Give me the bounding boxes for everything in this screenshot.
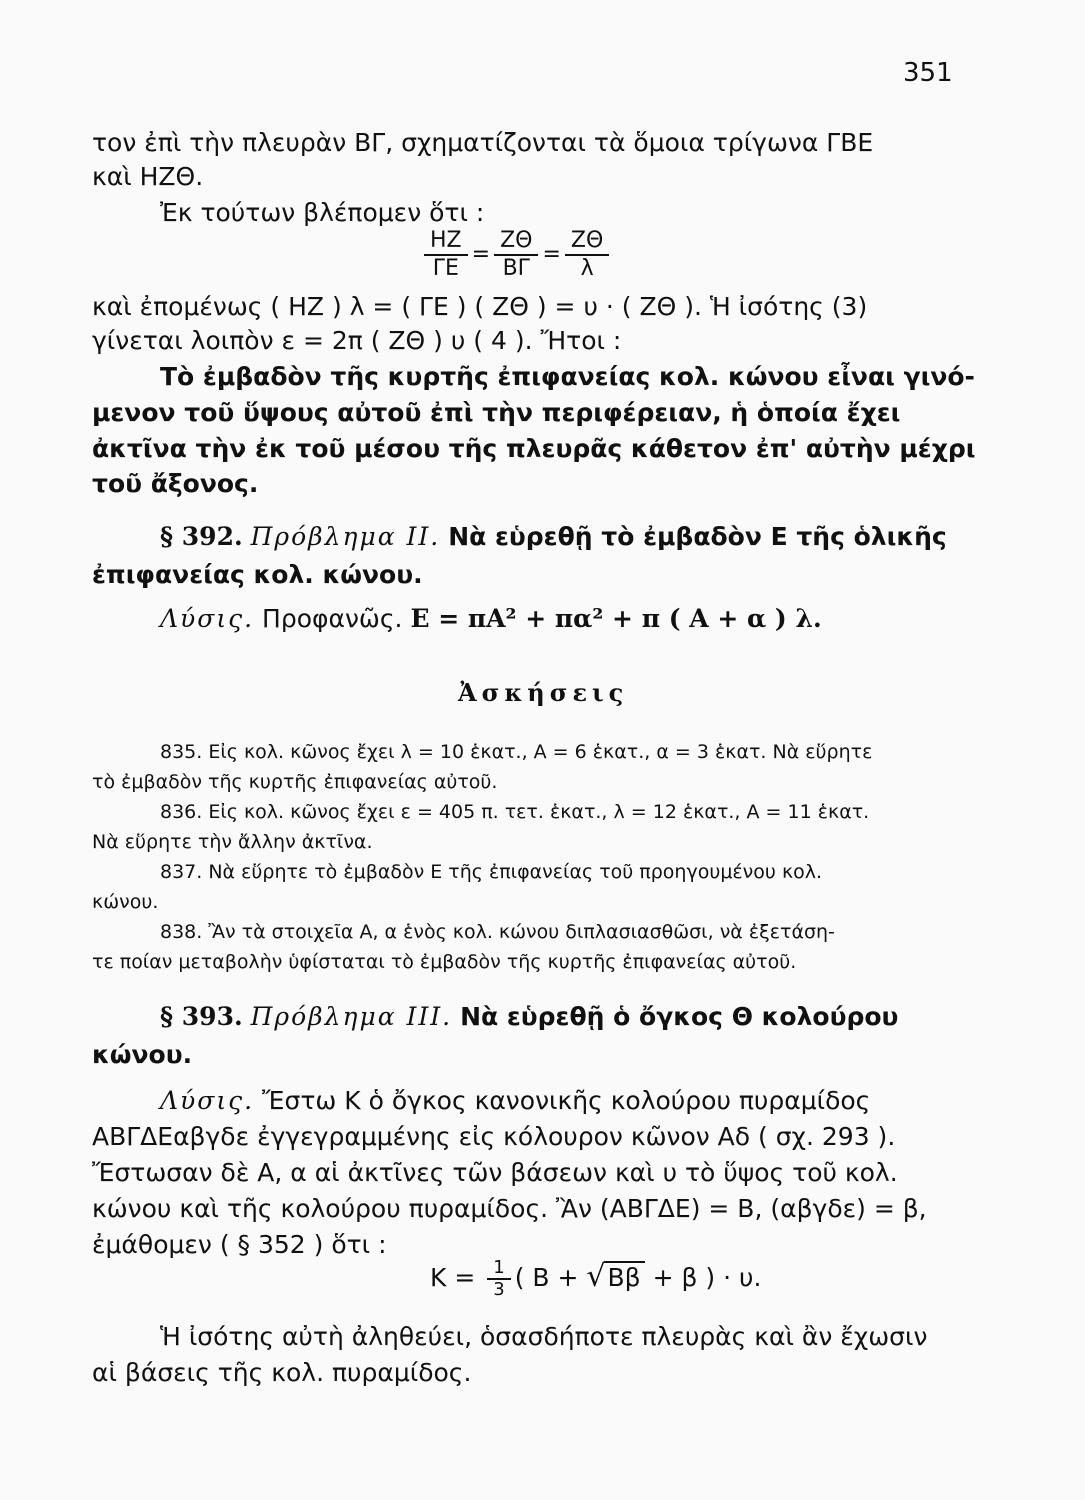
fraction: $\frac{Z\Theta}{B\Gamma}$ (494, 228, 538, 282)
text-line: κώνου καὶ τῆς κολούρου πυραμίδος. Ἂν (ΑΒΓΔΕ) = Β, (αβγδε) = β, (92, 1194, 927, 1223)
section-392-line: ἐπιφανείας κολ. κώνου. (92, 560, 423, 589)
section-392-solution: Λύσις. Προφανῶς. Ε = πΑ² + πα² + π ( Α + α ) λ. (160, 604, 822, 633)
text-line: τον ἐπὶ τὴν πλευρὰν ΒΓ, σχηματίζονται τὰ ὅμοια τρίγωνα ΓΒΕ (92, 128, 874, 157)
exercise-835-cont: τὸ ἐμβαδὸν τῆς κυρτῆς ἐπιφανείας αὐτοῦ. (92, 771, 498, 793)
exercise-837-cont: κώνου. (92, 891, 159, 913)
text-line: Ἔστωσαν δὲ Α, α αἱ ἀκτῖνες τῶν βάσεων καὶ υ τὸ ὕψος τοῦ κολ. (92, 1158, 898, 1187)
theorem-line: μενον τοῦ ὕψους αὐτοῦ ἐπὶ τὴν περιφέρειαν, ἡ ὁποία ἔχει (92, 398, 901, 427)
section-393-line: κώνου. (92, 1040, 193, 1069)
exercise-837: 837. Νὰ εὕρητε τὸ ἐμβαδὸν Ε τῆς ἐπιφανείας τοῦ προηγουμένου κολ. (160, 861, 823, 883)
sqrt-symbol: √ (586, 1259, 606, 1294)
text-line: αἱ βάσεις τῆς κολ. πυραμίδος. (92, 1358, 472, 1387)
ratio-equation: $\frac{HZ}{\Gamma E}$ = $\frac{Z\Theta}{B\Gamma}$ = $\frac{Z\Theta}{\lambda}$ (420, 228, 613, 282)
section-392-heading: § 392. Πρόβλημα ΙΙ. Νὰ εὑρεθῇ τὸ ἐμβαδὸν Ε τῆς ὁλικῆς (160, 522, 947, 551)
exercise-836: 836. Εἰς κολ. κῶνος ἔχει ε = 405 π. τετ. ἑκατ., λ = 12 ἑκατ., Α = 11 ἑκατ. (160, 801, 870, 823)
page-number: 351 (903, 58, 953, 88)
theorem-line: ἀκτῖνα τὴν ἐκ τοῦ μέσου τῆς πλευρᾶς κάθετον ἐπ' αὐτὴν μέχρι (92, 434, 976, 463)
fraction: $\frac{Z\Theta}{\lambda}$ (565, 228, 609, 282)
fraction: $\frac{HZ}{\Gamma E}$ (424, 228, 468, 282)
exercise-836-cont: Νὰ εὕρητε τὴν ἄλλην ἀκτῖνα. (92, 831, 373, 853)
fraction: $\frac{1}{3}$ (487, 1258, 510, 1300)
theorem-line: τοῦ ἄξονος. (92, 469, 259, 498)
exercise-835: 835. Εἰς κολ. κῶνος ἔχει λ = 10 ἑκατ., Α = 6 ἑκατ., α = 3 ἑκατ. Νὰ εὕρητε (160, 741, 873, 763)
text-line: ἐμάθομεν ( § 352 ) ὅτι : (92, 1230, 387, 1259)
theorem-line: Τὸ ἐμβαδὸν τῆς κυρτῆς ἐπιφανείας κολ. κώνου εἶναι γινό- (160, 362, 975, 391)
section-393-solution: Λύσις. Ἔστω Κ ὁ ὄγκος κανονικῆς κολούρου πυραμίδος (160, 1086, 871, 1115)
text-line: ΑΒΓΔΕαβγδε ἐγγεγραμμένης εἰς κόλουρον κῶνον Αδ ( σχ. 293 ). (92, 1122, 896, 1151)
text-line: Ἡ ἰσότης αὐτὴ ἀληθεύει, ὁσασδήποτε πλευρὰς καὶ ἂν ἔχωσιν (160, 1322, 928, 1351)
exercises-heading: Ἀσκήσεις (458, 678, 629, 707)
section-393-heading: § 393. Πρόβλημα ΙΙΙ. Νὰ εὑρεθῇ ὁ ὄγκος Θ κολούρου (160, 1002, 899, 1031)
exercise-838: 838. Ἂν τὰ στοιχεῖα Α, α ἑνὸς κολ. κώνου διπλασιασθῶσι, νὰ ἐξετάση- (160, 921, 835, 943)
text-line: καὶ ἐπομένως ( ΗΖ ) λ = ( ΓΕ ) ( ΖΘ ) = υ · ( ΖΘ ). Ἡ ἰσότης (3) (92, 292, 868, 321)
text-line: Ἐκ τούτων βλέπομεν ὅτι : (160, 198, 485, 227)
text-line: καὶ ΗΖΘ. (92, 162, 204, 191)
volume-formula: Κ = $\frac{1}{3}$ ( Β + √Ββ + β ) · υ. (430, 1257, 762, 1300)
exercise-838-cont: τε ποίαν μεταβολὴν ὑφίσταται τὸ ἐμβαδὸν τῆς κυρτῆς ἐπιφανείας αὐτοῦ. (92, 951, 797, 973)
text-line: γίνεται λοιπὸν ε = 2π ( ΖΘ ) υ ( 4 ). Ἤτοι : (92, 326, 622, 355)
